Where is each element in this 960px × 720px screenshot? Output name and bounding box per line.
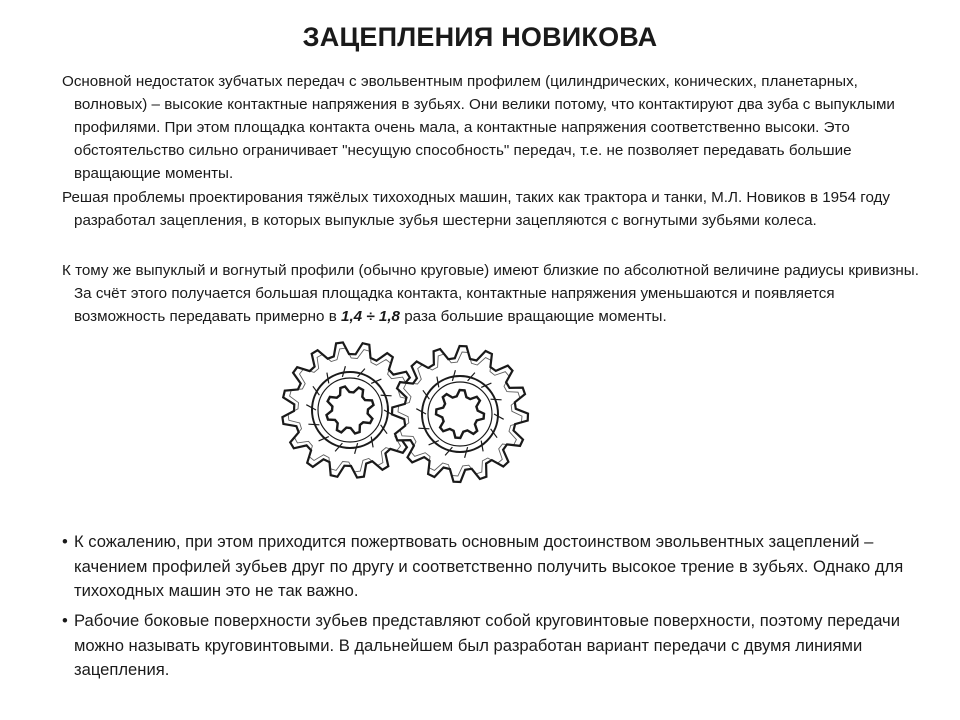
paragraph-novikov-history: Решая проблемы проектирования тяжёлых тихоходных машин, таких как трактора и танки, М.Л. Новиков в 1954 году разработал зацепления, в которых выпуклые зубья шестерни зацепляются с вогнутыми зубьями колеса. — [62, 189, 891, 229]
torque-ratio: 1,4 ÷ 1,8 — [341, 308, 400, 325]
bullet-text: Рабочие боковые поверхности зубьев представляют собой круговинтовые поверхности, поэтому передачи можно называть круговинтовыми. В дальнейшем был разработан вариант передачи с двумя линиями зацепления. — [74, 611, 900, 679]
curvature-text-start: К тому же выпуклый и вогнутый профили (обычно круговые) имеют близкие по абсолютной величине радиусы кривизны. За счёт этого получается большая площадка контакта, контактные напряжения уменьшаются и появляется возможность передавать примерно в — [62, 262, 919, 325]
paragraph-curvature — [62, 259, 924, 328]
slide-title: ЗАЦЕПЛЕНИЯ НОВИКОВА — [302, 22, 658, 52]
curvature-text-end: раза большие вращающие моменты. — [400, 308, 667, 325]
right-gear-bore — [436, 390, 484, 438]
bullet-icon: • — [62, 532, 68, 551]
right-gear-hatch — [491, 399, 502, 400]
right-gear-hatch — [418, 428, 429, 429]
left-gear-hatch — [381, 395, 392, 396]
bullet-icon: • — [62, 611, 68, 630]
bullet-item-disadvantage — [62, 530, 924, 604]
left-gear-hatch — [308, 424, 319, 425]
novikov-gears-illustration — [280, 330, 540, 490]
paragraph-drawback: Основной недостаток зубчатых передач с эвольвентным профилем (цилиндрических, конических, планетарных, волновых) – высокие контактные напряжения в зубьях. Они велики потому, что контактируют два зуба с выпуклыми профилями. При этом площадка контакта очень мала, а контактные напряжения соответственно высоки. Это обстоятельство сильно ограничивает "несущую способность" передач, т.е. не позволяет передавать большие вращающие моменты. — [62, 73, 895, 182]
bullet-text: К сожалению, при этом приходится пожертвовать основным достоинством эвольвентных зацеплений – качением профилей зубьев друг по другу и соответственно получить высокое трение в зубьях. Однако для тихоходных машин это не так важно. — [74, 532, 904, 600]
bullet-item-surfaces — [62, 609, 924, 683]
